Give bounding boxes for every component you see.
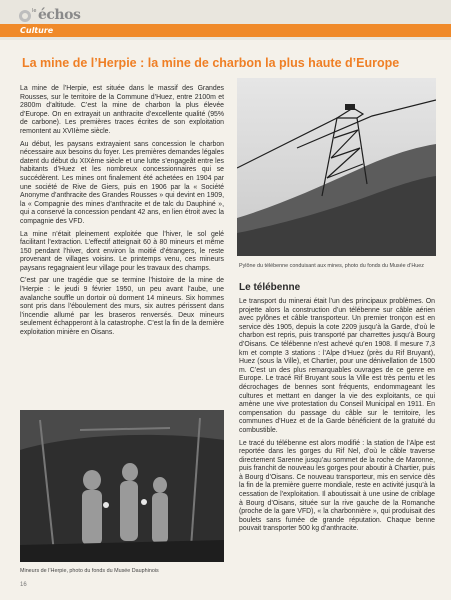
pylon-photo	[237, 78, 436, 256]
logo-prefix: le	[32, 8, 37, 14]
left-paragraph-3: La mine n’était pleinement exploitée que l’hiver, le sol gelé facilitant l’extraction. L’effectif atteignait 60 à 80 mineurs et même 150 pendant l’hiver, dont environ la moitié d’étrangers, le reste provenant de villages voisins. Le printemps venu, ces mineurs paysans regagnaient leur village pour les travaux des champs.	[20, 230, 224, 272]
left-paragraph-1: La mine de l’Herpie, est située dans le massif des Grandes Rousses, sur le territoire de la Commune d’Huez, entre 2100m et 2800m d’altitude. C’est la mine de charbon la plus élevée d’Europe. On en extrayait un anthracite d’excellente qualité (95% de carbone). Les premières traces écrites de son exploitation remontent au XVIIème siècle.	[20, 85, 224, 135]
right-paragraph-2: Le tracé du télébenne est alors modifié : la station de l’Alpe est reportée dans les gorges du Rif Nel, d’où le câble traverse directement Sarenne jusqu’au sommet de la roche de Maronne, puis franchit de nouveau les gorges pour aboutir à Chartier, puis à Bourg d’Oisans. Ce nouveau transporteur, mis en service dès la fin de la première guerre mondiale, reste en activité jusqu’à la cessation de l’exploitation. Il aboutissait à une usine de criblage à Bourg d’Oisans, située sur la rive gauche de la Romanche (proche de la gare VFD), « la charbonnière », qui produisait des boulets sans fumée de grande réputation. Chaque benne pouvait transporter 500 kg d’anthracite.	[239, 439, 435, 533]
section-bar	[0, 24, 451, 37]
section-subheading: Le télébenne	[239, 282, 301, 293]
right-paragraph-1: Le transport du minerai était l’un des principaux problèmes. On projette alors la construction d’un télébenne sur câble aérien avec pylônes et câble transporteur. Un premier tronçon est en service dès 1905, depuis la cote 2209 jusqu’à la Garde, d’où le charbon est repris, puis transporté par charrettes jusqu’à Bourg d’Oisans. Ce télébenne n’est achevé qu’en 1908. Il mesure 7,3 km et compte 3 stations : l’Alpe d’Huez (près du Rif Bruyant), Huez (sous la Ville), et Chartier, pour une dénivellation de 1500 m. C’est un des plus remarquables ouvrages de ce genre en Europe. Le tracé Rif Bruyant sous la Ville est très pentu et les décrochages de bennes sont fréquents, endommageant les cultures et mettant en danger la vie des exploitants, ce qui amène une vive protestation du Conseil Municipal en 1911. En compensation du passage du câble sur le territoire, les communes d’Huez et de la Garde bénéficient de la gratuité du combustible.	[239, 298, 435, 434]
left-paragraph-2: Au début, les paysans extrayaient sans concession le charbon nécessaire aux besoins du foyer. Les premières demandes légales datent du début du XIXème siècle et une lutte s’engageât entre les habitants d’Huez et les nombreux concessionnaires qui se succédèrent. Les mines ont finalement été achetées en 1904 par une société de Rive de Giers, puis en 1906 par la « Société Anonyme d’anthracite des Grandes Rousses » qui devint en 1909, la « Compagnie des mines d’anthracite et de talc du Dauphiné », qui a conservé la concession pendant 42 ans, en lien étroit avec la compagnie des VFD.	[20, 140, 224, 225]
left-paragraph-4: C’est par une tragédie que se termine l’histoire de la mine de l’Herpie : le jeudi 9 février 1950, un peu avant l’aube, une avalanche souffle un dortoir où dorment 14 mineurs. Six hommes sont pris dans l’éboulement des murs, six autres périssent dans l’incendie allumé par les braseros renversés. Deux mineurs seulement échapperont à la catastrophe. C’est la fin de la dernière exploitation minière en Oisans.	[20, 277, 224, 337]
page-number: 16	[20, 582, 27, 588]
right-column-text	[239, 298, 435, 538]
miners-photo-image	[20, 410, 224, 562]
left-column-text	[20, 85, 224, 342]
section-label: Culture	[20, 26, 54, 35]
logo-word: échos	[38, 7, 81, 23]
article-title: La mine de l’Herpie : la mine de charbon la plus haute d’Europe	[22, 56, 400, 70]
pylon-photo-caption: Pylône du télébenne conduisant aux mines, photo du fonds du Musée d’Huez	[239, 263, 424, 269]
pylon-photo-image	[237, 78, 436, 256]
miners-photo-caption: Mineurs de l’Herpie, photo du fonds du Musée Dauphinois	[20, 568, 159, 574]
miners-photo	[20, 410, 224, 562]
